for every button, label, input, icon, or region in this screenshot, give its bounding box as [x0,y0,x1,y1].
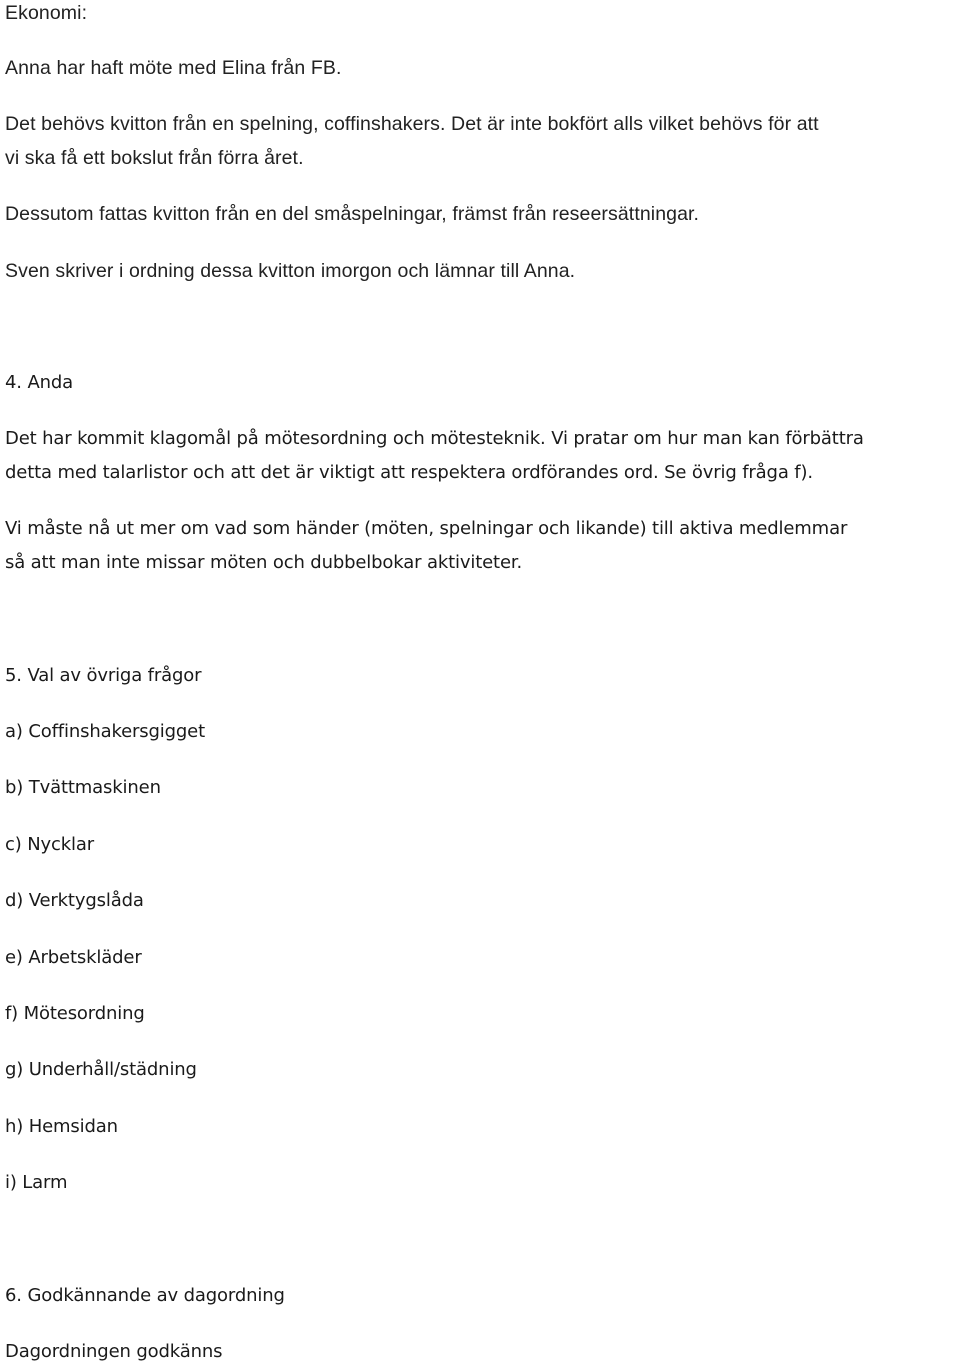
paragraph-text: Anna har haft möte med Elina från FB. [5,57,342,79]
paragraph-text: Dagordningen godkänns [5,1341,223,1362]
paragraph-text: Vi måste nå ut mer om vad som händer (möten, spelningar och likande) till aktiva medlemmar [5,518,848,539]
paragraph-text: Dessutom fattas kvitton från en del småspelningar, främst från reseersättningar. [5,203,700,225]
paragraph-text: detta med talarlistor och att det är viktigt att respektera ordförandes ord. Se övrig fråga f). [5,462,813,483]
list-item: a) Coffinshakersgigget [5,721,205,742]
paragraph-text: så att man inte missar möten och dubbelbokar aktiviteter. [5,552,523,573]
section-heading-dagordning: 6. Godkännande av dagordning [5,1285,285,1306]
paragraph-text: vi ska få ett bokslut från förra året. [5,147,304,169]
list-item: e) Arbetskläder [5,947,142,968]
list-item: d) Verktygslåda [5,890,144,911]
list-item: i) Larm [5,1172,68,1193]
section-heading-ekonomi: Ekonomi: [5,2,88,24]
paragraph-text: Det har kommit klagomål på mötesordning och mötesteknik. Vi pratar om hur man kan förbättra [5,428,864,449]
list-item: g) Underhåll/städning [5,1059,197,1080]
paragraph-text: Det behövs kvitton från en spelning, coffinshakers. Det är inte bokfört alls vilket behövs för att [5,113,819,135]
list-item: b) Tvättmaskinen [5,777,161,798]
list-item: h) Hemsidan [5,1116,118,1137]
section-heading-ovriga-fragor: 5. Val av övriga frågor [5,665,202,686]
list-item: c) Nycklar [5,834,95,855]
paragraph-text: Sven skriver i ordning dessa kvitton imorgon och lämnar till Anna. [5,260,576,282]
list-item: f) Mötesordning [5,1003,145,1024]
section-heading-anda: 4. Anda [5,372,74,393]
